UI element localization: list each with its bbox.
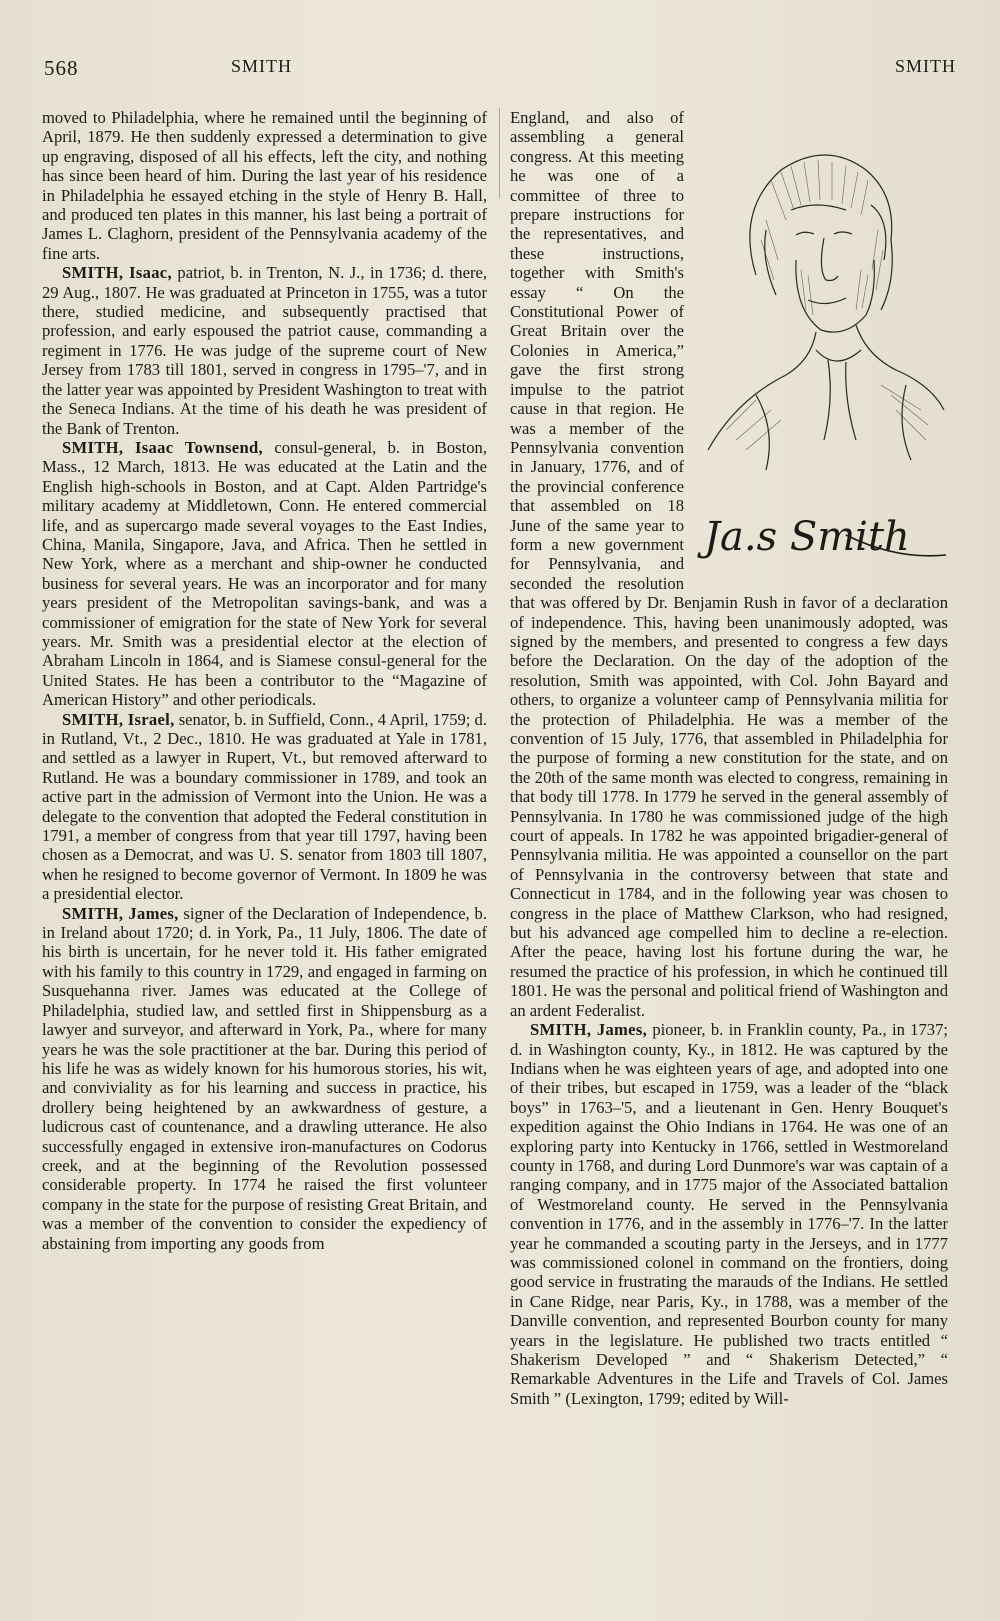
entry-body: consul-general, b. in Boston, Mass., 12 March, 1813. He was educated at the Latin and the English high-schools in Boston, and at Capt. Alden Partridge's military academy at Middletown, Conn. He entered commercial life, and as supercargo made several voyages to the East Indies, China, Manila, Singapore, Java, and Africa. Then he settled in New York, where as a merchant and ship-owner he conducted business for several years. He was an incorporator and for many years president of the Metropolitan savings-bank, and was a commissioner of emigration for the state of New York for several years. Mr. Smith was a presidential elector at the election of Abraham Lincoln in 1864, and is Siamese consul-general for the United States. He has been a contributor to the “Magazine of American History” and other periodicals. [42,437,487,710]
left-column [42,108,487,1253]
entry-headword: SMITH, Israel, [62,709,175,729]
page-number: 568 [44,56,79,80]
running-head-left: SMITH [231,56,293,76]
entry-body: patriot, b. in Trenton, N. J., in 1736; d. there, 29 Aug., 1807. He was graduated at Princeton in 1755, was a tutor there, studied medicine, and subsequently practised that profession, and early espoused the patriot cause, commanding a regiment in 1776. He was judge of the supreme court of New Jersey from 1783 till 1801, served in congress in 1795–'7, and in the latter year was appointed by President Washington to treat with the Seneca Indians. At the time of his death he was president of the Bank of Trenton. [42,263,487,438]
entry-headword: SMITH, James, [530,1020,648,1040]
entry-israel-smith [42,710,487,904]
signature: Ja.s Smith [704,514,910,560]
entry-headword: SMITH, Isaac Townsend, [62,437,263,457]
entry-isaac-townsend-smith [42,438,487,710]
entry-headword: SMITH, James, [62,903,179,923]
entry-isaac-smith [42,263,487,438]
entry-continuation: England, and also of assembling a general congress. At this meeting he was one of a committee of three to prepare instructions for the representatives, and these instructions, together with Smith's essay “ On the Constitutional Power of Great Britain over the Colonies in America,” gave the first strong impulse to the patriot cause in that region. He was a member of the Pennsylvania convention in January, 1776, and of the provincial conference that assembled on 18 June of the same year to form a new government for Pennsylvania, and seconded the resolution that was offered by Dr. Benjamin Rush in favor of a declaration of independence. This, having been unanimously adopted, was signed by the members, and presented to congress a few days before the Declaration. On the day of the adoption of the resolution, Smith was appointed, with Col. John Bayard and others, to organize a volunteer camp of Pennsylvania militia for the protection of Philadelphia. He was a member of the convention of 15 July, 1776, that assembled in Philadelphia for the purpose of forming a new constitution for the state, and on the 20th of the same month was elected to congress, remaining in that body till 1778. In 1779 he served in the general assembly of Pennsylvania. In 1780 he was commissioned judge of the high court of appeals. In 1782 he was appointed brigadier-general of Pennsylvania militia. He was appointed a counsellor on the part of Pennsylvania in the controversy between that state and Connecticut in 1784, and in the following year was chosen to congress in the place of Matthew Clarkson, who had resigned, but his advanced age compelled him to decline a re-election. After the peace, having lost his fortune during the war, he resumed the practice of his profession, in which he continued till 1801. He was the personal and political friend of Washington and an ardent Federalist. [510,108,948,1020]
running-header [44,56,956,80]
entry-body: signer of the Declaration of Independence, b. in Ireland about 1720; d. in York, Pa., 11 July, 1806. The date of his birth is uncertain, for he never told it. His father emigrated with his family to this country in 1729, and engaged in farming on Susquehanna river. James was educated at the College of Philadelphia, studied law, and settled first in Shippensburg as a lawyer and surveyor, and afterward in York, Pa., where for many years he was the sole practitioner at the bar. During this period of his life he was as widely known for his humorous stories, his wit, and conviviality as for his learning and success in practice, his drollery being heightened by an awkwardness of gesture, a ludicrous cast of countenance, and a drawling utterance. He also successfully engaged in extensive iron-manufactures on Codorus creek, and at the beginning of the Revolution possessed considerable property. In 1774 he raised the first volunteer company in the state for the purpose of resisting Great Britain, and was a member of the convention to consider the expediency of abstaining from importing any goods from [42,903,487,1253]
entry-body: pioneer, b. in Franklin county, Pa., in 1737; d. in Washington county, Ky., in 1812. He was captured by the Indians when he was eighteen years of age, and adopted into one of their tribes, but escaped in 1759, was a leader of the “black boys” in 1763–'5, and a lieutenant in Gen. Henry Bouquet's expedition against the Ohio Indians in 1764. He was one of an exploring party into Kentucky in 1766, settled in Westmoreland county in 1768, and during Lord Dunmore's war was captain of a ranging company, and in 1775 major of the Associated battalion of Westmoreland county. He served in the Pennsylvania convention in 1776, and in the assembly in 1776–'7. In the latter year he commanded a scouting party in the Jerseys, and in 1777 was commissioned colonel in command on the frontiers, doing good service in frustrating the marauds of the Indians. He settled in Cane Ridge, near Paris, Ky., in 1788, was a member of the Danville convention, and represented Bourbon county for many years in the legislature. He published two tracts entitled “ Shakerism Developed ” and “ Shakerism Detected,” “ Remarkable Adventures in the Life and Travels of Col. James Smith ” (Lexington, 1799; edited by Will- [510,1020,948,1408]
entry-james-smith-signer [42,904,487,1253]
entry-body: senator, b. in Suffield, Conn., 4 April, 1759; d. in Rutland, Vt., 2 Dec., 1810. He was graduated at Yale in 1781, and settled as a lawyer in Rupert, Vt., but removed afterward to Rutland. He was a boundary commissioner in 1789, and took an active part in the admission of Vermont into the Union. He was a delegate to the convention that adopted the Federal constitution in 1791, a member of congress from that year till 1797, having been chosen as a Democrat, and was U. S. senator from 1803 till 1807, when he resigned to become governor of Vermont. In 1809 he was a presidential elector. [42,709,487,904]
column-divider [499,108,500,198]
portrait-figure [696,110,948,572]
entry-headword: SMITH, Isaac, [62,263,172,283]
right-column [510,108,948,1408]
running-head-right: SMITH [894,56,956,76]
entry-continuation: moved to Philadelphia, where he remained until the beginning of April, 1879. He then suddenly expressed a determination to give up engraving, disposed of all his effects, left the city, and nothing has since been heard of him. During the last year of his residence in Philadelphia he essayed etching in the style of Henry B. Hall, and produced ten plates in this manner, his last being a portrait of James L. Claghorn, president of the Pennsylvania academy of the fine arts. [42,108,487,263]
portrait-engraving [696,110,948,572]
entry-james-smith-pioneer [510,1020,948,1408]
